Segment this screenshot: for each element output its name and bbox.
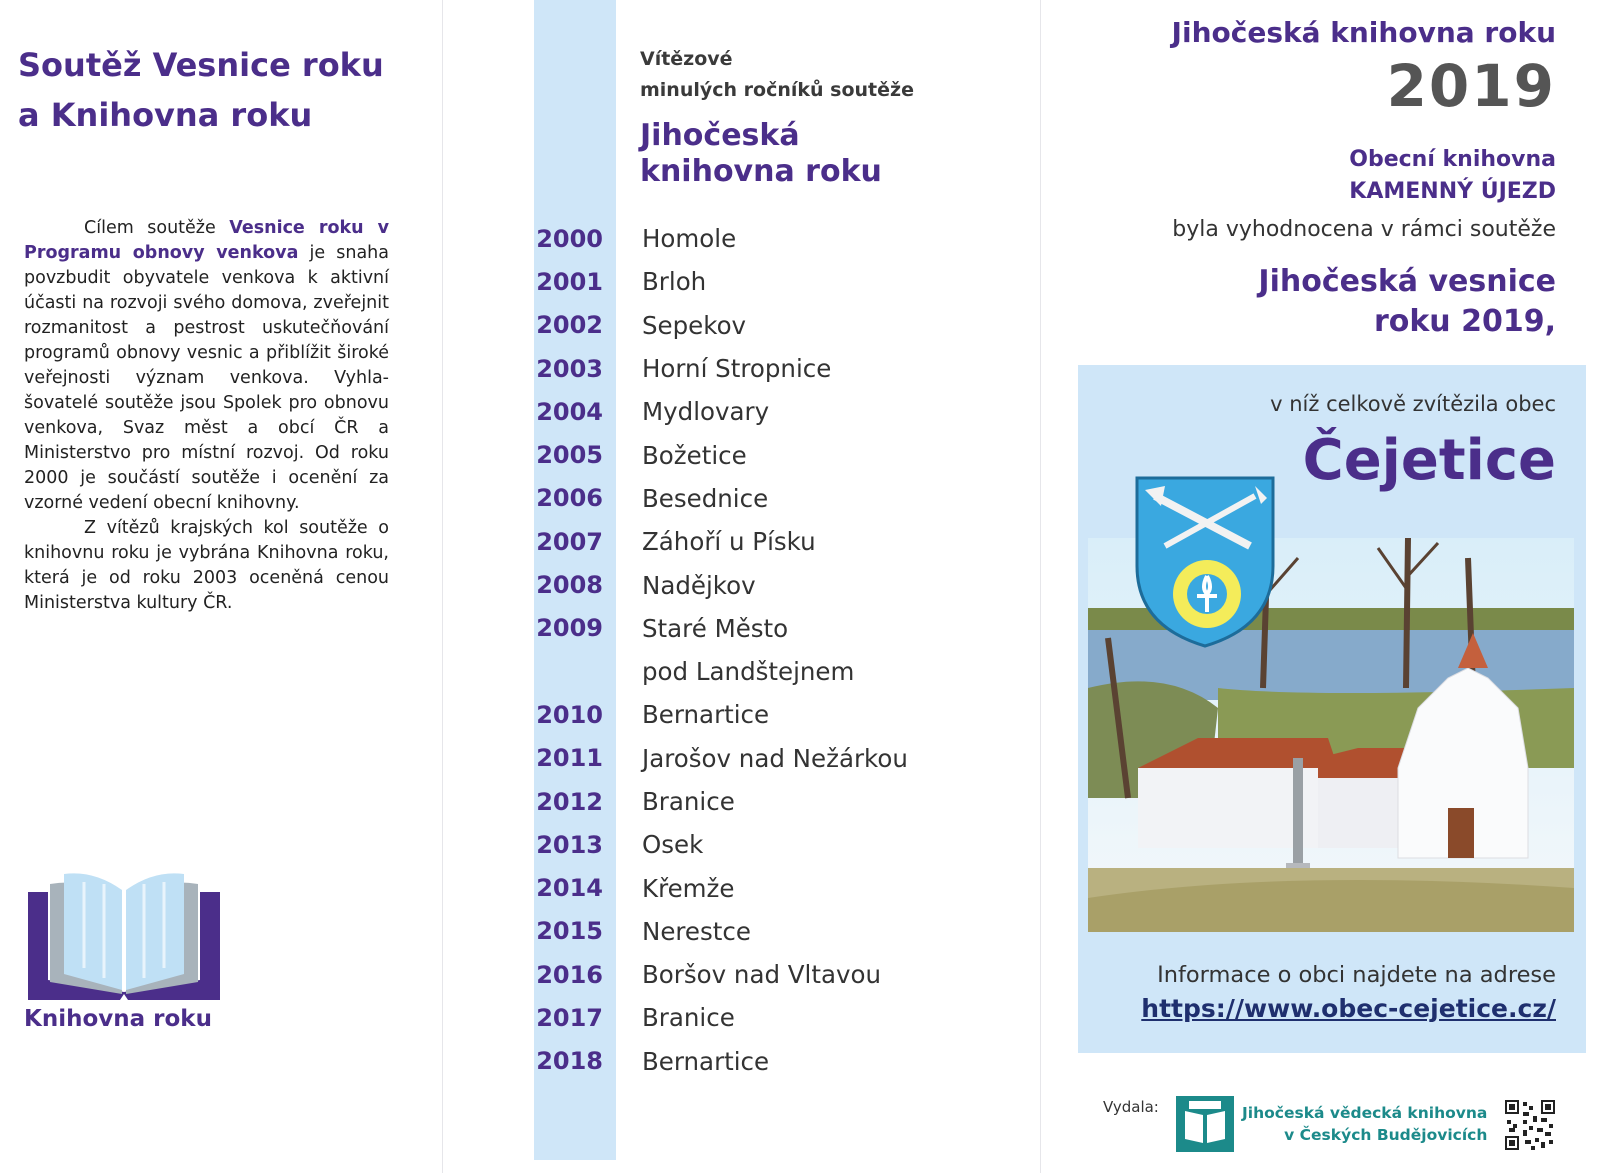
logo-label: Knihovna roku [24,1006,212,1032]
winner-row [534,563,974,606]
winner-row [534,737,974,780]
competition-line: Jihočeská vesnice [1258,264,1556,299]
winner-intro: v níž celkově zvítězila obec [1270,392,1556,416]
intro-text: Cílem soutěže [84,218,230,238]
winner-row [534,866,974,909]
winner-year: 2017 [536,1003,603,1032]
winner-year: 2006 [536,484,603,513]
winner-name: Brloh [642,267,707,297]
winner-row [534,433,974,476]
winner-name: pod Landštejnem [642,657,855,687]
winner-row [534,304,974,347]
winner-name: Bernartice [642,700,770,730]
library-paragraph: Z vítězů krajských kol soutěže o knihovnu roku je vybrána Knihovna roku, která je od roku 2003 oceněná cenou Ministerstva kultury ČR. [24,518,389,613]
program-name: Vesnice roku v Programu obnovy venkova [24,218,389,263]
winner-name: Křemže [642,873,735,903]
winner-row [534,650,974,693]
winners-heading-line: minulých ročníků soutěže [640,79,914,101]
winner-year: 2005 [536,441,603,470]
winner-year: 2010 [536,700,603,729]
winners-heading-line: Vítězové [640,48,733,70]
panel1-title [18,40,384,140]
publisher-name [1242,1102,1487,1146]
winners-title [640,118,882,190]
winners-heading [640,44,914,106]
intro-text-rest: je snaha povzbudit obyvatele venkova k aktivní účasti na rozvoji svého domova, zveřejnit rozmanitost a pestrost uskutečňování programů obnovy vesnic a přiblížit široké veřejnosti význam venkova. Vyhlašovatelé soutěže jsou Spolek pro obnovu venkova, Svaz měst a obcí ČR a Ministerstvo pro místní rozvoj. Od roku 2000 je součástí soutěže i ocenění za vzorné vedení obecní knihovny. [24,243,389,513]
winner-row [534,390,974,433]
winners-title-line: Jihočeská [640,118,800,153]
winner-name: Nadějkov [642,570,756,600]
panel1-title-line: a Knihovna roku [18,96,313,134]
knihovna-roku-logo [24,870,224,1050]
winner-year: 2015 [536,917,603,946]
winner-name: Branice [642,1003,735,1033]
competition-name [1258,262,1556,342]
winner-year: 2008 [536,571,603,600]
winners-title-line: knihovna roku [640,154,882,189]
winner-year: 2004 [536,397,603,426]
winner-name: Jarošov nad Nežárkou [642,743,908,773]
competition-line: roku 2019, [1373,304,1556,339]
village-website-link[interactable]: https://www.obec-cejetice.cz/ [1141,994,1556,1023]
winner-row [534,607,974,650]
panel1-title-line: Soutěž Vesnice roku [18,46,384,84]
award-title: Jihočeská knihovna roku [1171,16,1556,49]
winner-row [534,217,974,260]
winner-row [534,953,974,996]
publisher-line: Jihočeská vědecká knihovna [1242,1104,1488,1122]
fold-line [442,0,443,1173]
library-publisher-logo-icon [1175,1095,1235,1153]
winner-row [534,780,974,823]
winner-name: Horní Stropnice [642,354,832,384]
winner-name: Besednice [642,483,769,513]
library-name [1349,144,1556,208]
winner-name: Boršov nad Vltavou [642,960,881,990]
winner-name: Homole [642,224,737,254]
winner-year: 2016 [536,960,603,989]
winner-name: Záhoří u Písku [642,527,816,557]
winner-year: 2000 [536,224,603,253]
winner-row [534,693,974,736]
winner-name: Staré Město [642,613,789,643]
winner-name: Osek [642,830,704,860]
evaluated-text: byla vyhodnocena v rámci soutěže [1172,217,1556,242]
intro-paragraph [24,216,389,516]
winner-year: 2002 [536,311,603,340]
open-book-icon [24,870,224,1002]
winner-row [534,347,974,390]
winner-row [534,996,974,1039]
winner-row [534,1040,974,1083]
winner-row [534,520,974,563]
winner-year: 2009 [536,614,603,643]
publisher-line: v Českých Budějovicích [1284,1126,1488,1144]
winner-name: Nerestce [642,916,751,946]
winner-name: Božetice [642,440,747,470]
winner-year: 2014 [536,874,603,903]
winner-year: 2018 [536,1047,603,1076]
winner-year: 2003 [536,354,603,383]
winner-row [534,910,974,953]
winner-row [534,477,974,520]
panel1-body [24,216,389,616]
winner-year: 2001 [536,267,603,296]
winner-row [534,823,974,866]
winners-list [534,217,974,1083]
qr-code-icon[interactable] [1505,1100,1555,1150]
library-line: KAMENNÝ ÚJEZD [1349,179,1556,204]
winner-year: 2013 [536,830,603,859]
winner-village: Čejetice [1302,428,1556,493]
winner-year: 2012 [536,787,603,816]
publisher-label: Vydala: [1103,1098,1159,1116]
winner-name: Bernartice [642,1046,770,1076]
award-year: 2019 [1386,52,1556,120]
winner-year: 2007 [536,527,603,556]
winner-name: Branice [642,787,735,816]
village-coat-of-arms-icon [1135,476,1275,648]
fold-line [1040,0,1041,1173]
winner-name: Sepekov [642,310,747,340]
winner-name: Mydlovary [642,397,770,427]
winner-row [534,260,974,303]
library-line: Obecní knihovna [1349,147,1556,172]
info-text: Informace o obci najdete na adrese [1157,962,1556,988]
winner-year: 2011 [536,744,603,773]
